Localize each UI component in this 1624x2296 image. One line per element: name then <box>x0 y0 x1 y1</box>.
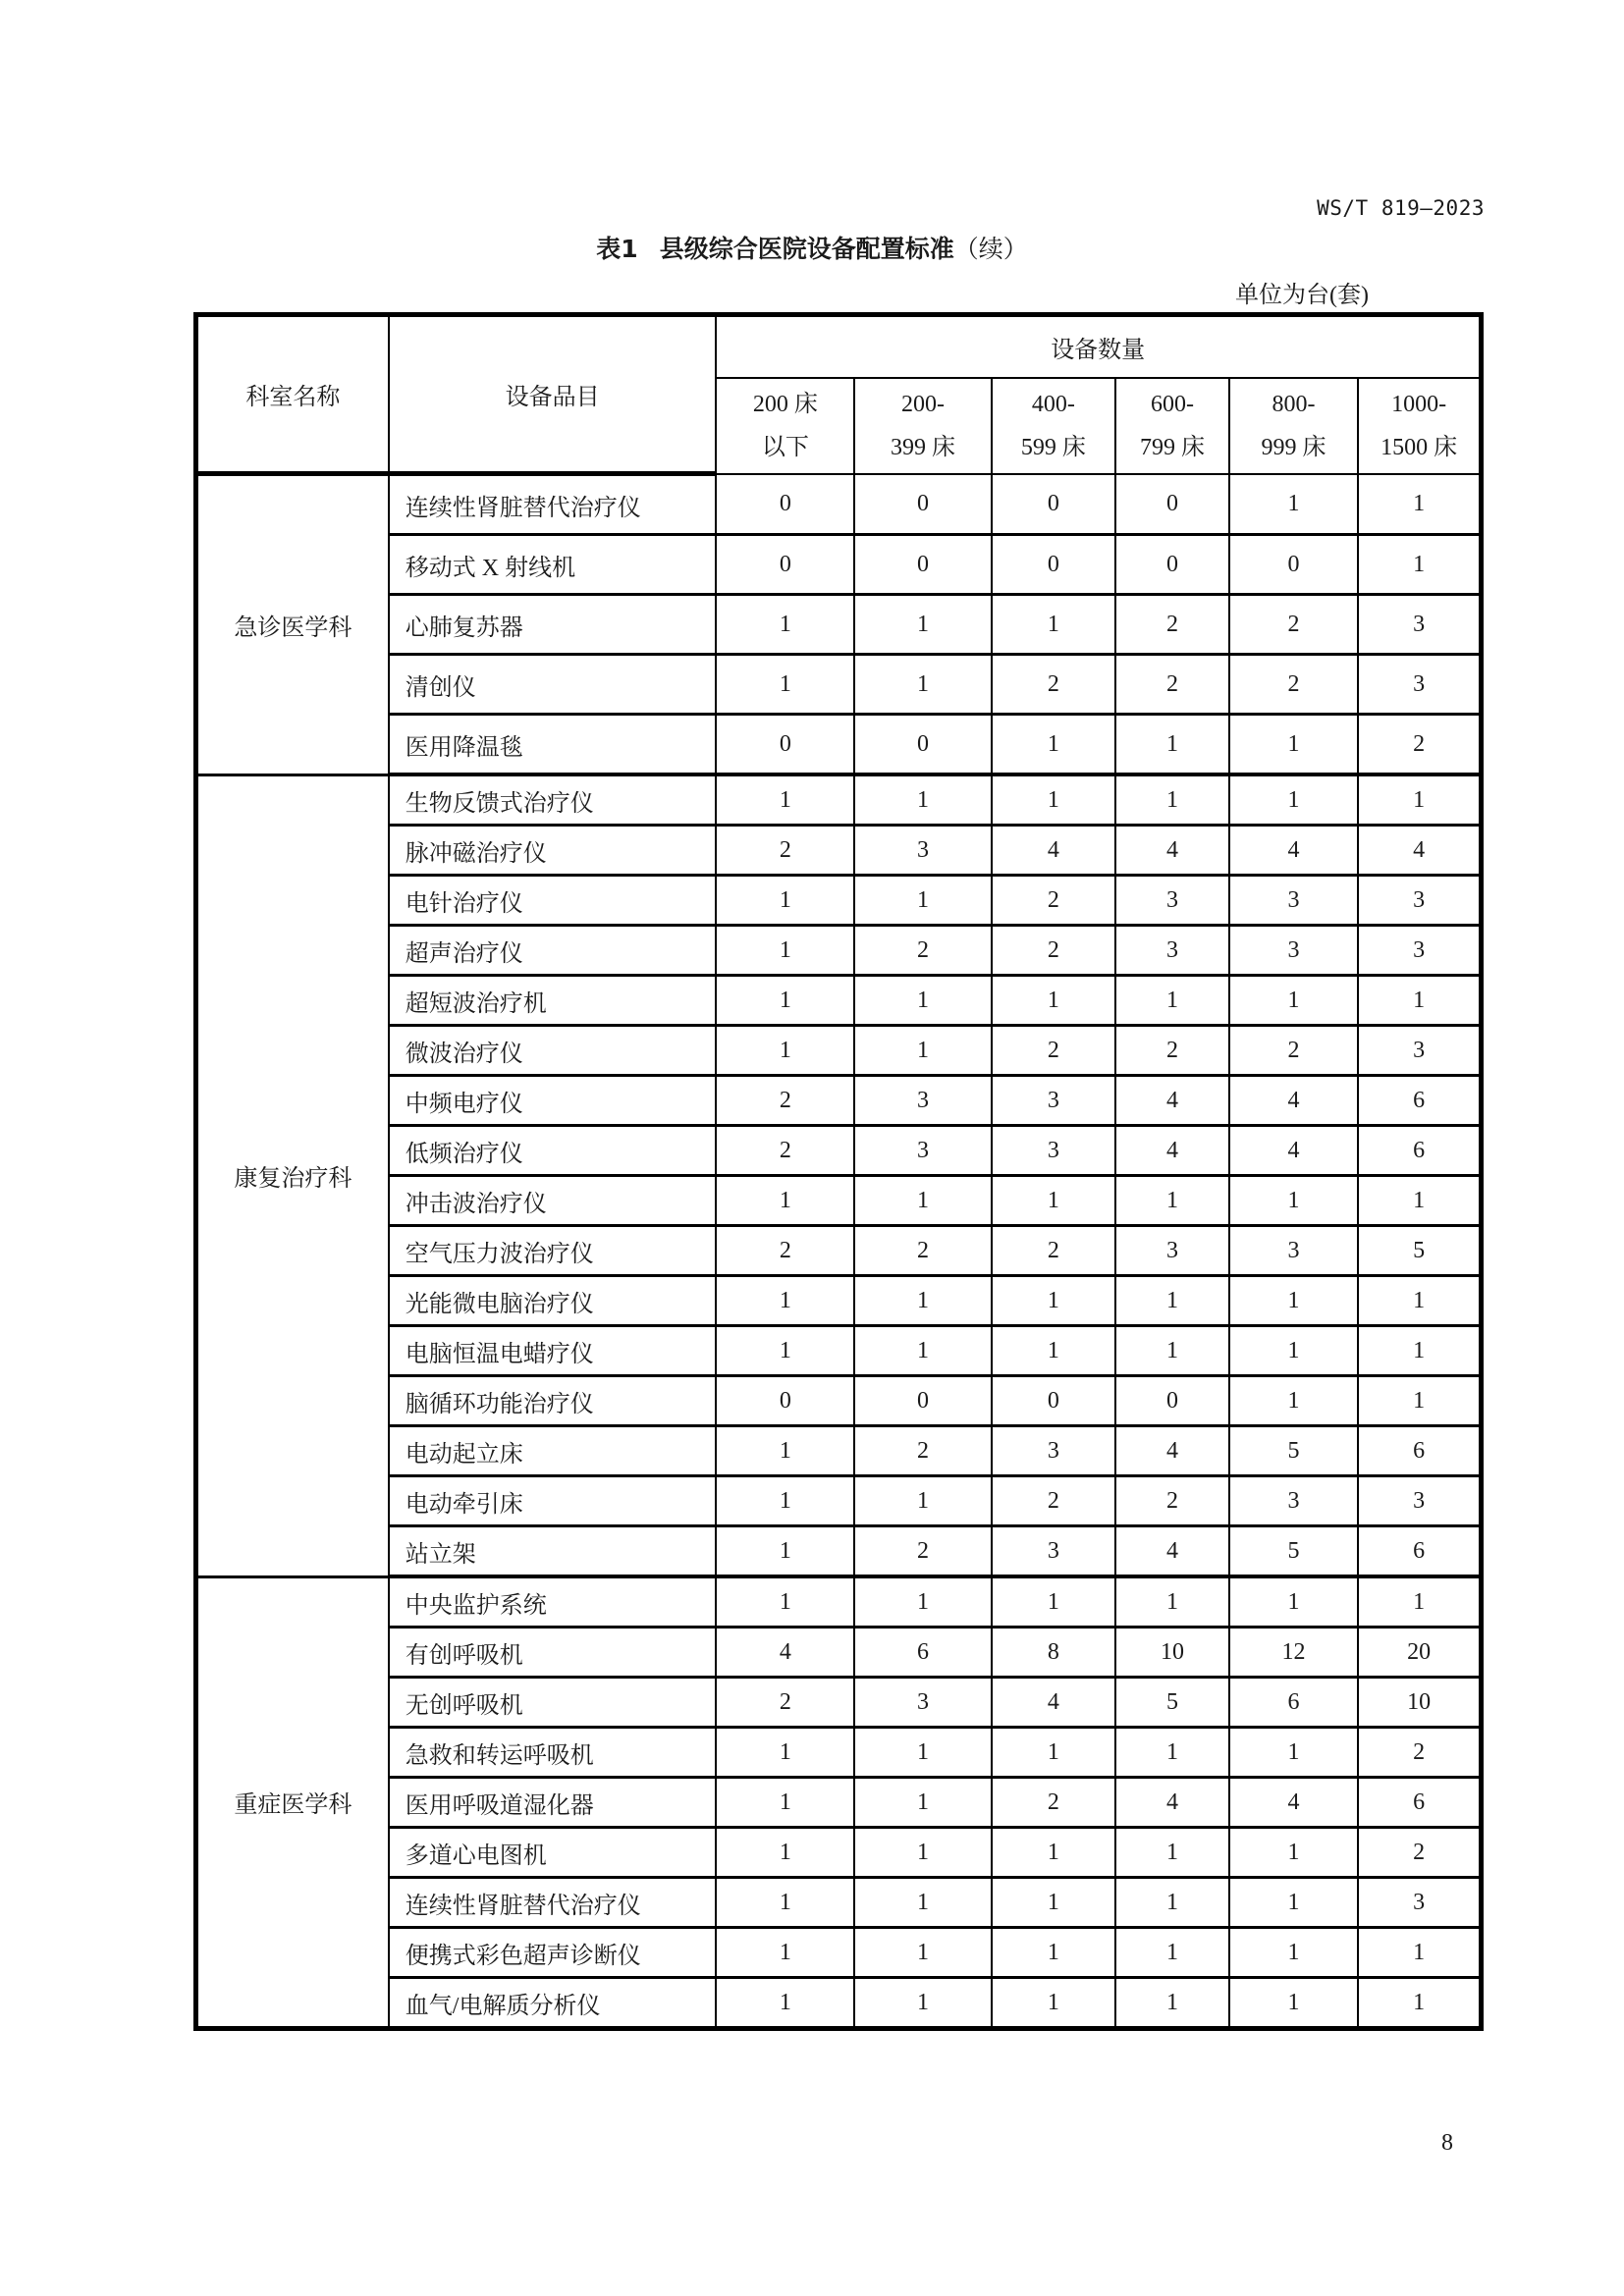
quantity-cell: 2 <box>854 1526 991 1577</box>
quantity-cell: 3 <box>1358 926 1481 976</box>
equipment-item-cell: 站立架 <box>389 1526 717 1577</box>
quantity-cell: 1 <box>854 1176 991 1226</box>
quantity-cell: 5 <box>1229 1426 1358 1476</box>
col-header-item: 设备品目 <box>389 315 717 474</box>
quantity-cell: 1 <box>1115 1576 1229 1628</box>
equipment-item-cell: 微波治疗仪 <box>389 1026 717 1076</box>
quantity-cell: 1 <box>854 1728 991 1778</box>
quantity-cell: 1 <box>1229 1978 1358 2029</box>
quantity-cell: 3 <box>854 1126 991 1176</box>
quantity-cell: 2 <box>992 926 1115 976</box>
quantity-cell: 0 <box>716 474 854 535</box>
quantity-cell: 1 <box>1229 1376 1358 1426</box>
quantity-cell: 3 <box>854 1076 991 1126</box>
quantity-cell: 1 <box>716 1276 854 1326</box>
equipment-item-cell: 电动起立床 <box>389 1426 717 1476</box>
quantity-cell: 2 <box>1115 1026 1229 1076</box>
table-continued-label: （续） <box>953 235 1028 263</box>
quantity-cell: 1 <box>854 1326 991 1376</box>
table-body <box>196 474 1482 2029</box>
table-row <box>196 826 1482 876</box>
quantity-cell: 1 <box>992 1576 1115 1628</box>
quantity-cell: 2 <box>992 1026 1115 1076</box>
quantity-cell: 1 <box>716 655 854 715</box>
quantity-cell: 1 <box>1229 1276 1358 1326</box>
quantity-cell: 2 <box>1358 1828 1481 1878</box>
quantity-cell: 1 <box>716 876 854 926</box>
equipment-item-cell: 光能微电脑治疗仪 <box>389 1276 717 1326</box>
bed-range-line2: 399 床 <box>891 434 956 460</box>
table-row <box>196 1728 1482 1778</box>
quantity-cell: 0 <box>1115 535 1229 595</box>
quantity-cell: 6 <box>1229 1678 1358 1728</box>
quantity-cell: 1 <box>854 1476 991 1526</box>
equipment-item-cell: 脉冲磁治疗仪 <box>389 826 717 876</box>
quantity-cell: 4 <box>1115 1126 1229 1176</box>
quantity-cell: 6 <box>1358 1526 1481 1577</box>
bed-range-line2: 599 床 <box>1020 434 1086 460</box>
quantity-cell: 1 <box>1115 1276 1229 1326</box>
department-cell: 重症医学科 <box>196 1576 389 2029</box>
table-row <box>196 1376 1482 1426</box>
quantity-cell: 4 <box>992 826 1115 876</box>
equipment-item-cell: 电动牵引床 <box>389 1476 717 1526</box>
quantity-cell: 1 <box>854 1576 991 1628</box>
quantity-cell: 4 <box>1115 1778 1229 1828</box>
quantity-cell: 1 <box>1115 1728 1229 1778</box>
quantity-cell: 1 <box>854 1026 991 1076</box>
quantity-cell: 3 <box>1358 876 1481 926</box>
quantity-cell: 0 <box>854 1376 991 1426</box>
quantity-cell: 1 <box>716 774 854 826</box>
quantity-cell: 0 <box>1115 1376 1229 1426</box>
department-cell: 急诊医学科 <box>196 474 389 775</box>
quantity-cell: 2 <box>1115 595 1229 655</box>
table-row <box>196 595 1482 655</box>
table-row <box>196 1526 1482 1577</box>
table-row <box>196 1126 1482 1176</box>
bed-range-line2: 999 床 <box>1261 434 1326 460</box>
equipment-item-cell: 无创呼吸机 <box>389 1678 717 1728</box>
quantity-cell: 1 <box>992 976 1115 1026</box>
quantity-cell: 4 <box>1115 1426 1229 1476</box>
equipment-item-cell: 脑循环功能治疗仪 <box>389 1376 717 1426</box>
quantity-cell: 2 <box>716 1226 854 1276</box>
quantity-cell: 4 <box>1358 826 1481 876</box>
table-row <box>196 876 1482 926</box>
quantity-cell: 2 <box>854 1426 991 1476</box>
quantity-cell: 1 <box>1358 1978 1481 2029</box>
quantity-cell: 1 <box>854 774 991 826</box>
quantity-cell: 1 <box>992 1176 1115 1226</box>
table-row <box>196 1076 1482 1126</box>
quantity-cell: 1 <box>716 1928 854 1978</box>
quantity-cell: 1 <box>992 1878 1115 1928</box>
quantity-cell: 1 <box>716 1576 854 1628</box>
quantity-cell: 3 <box>1358 1878 1481 1928</box>
quantity-cell: 3 <box>1115 1226 1229 1276</box>
quantity-cell: 20 <box>1358 1628 1481 1678</box>
quantity-cell: 1 <box>1229 1878 1358 1928</box>
bed-range-line2: 以下 <box>761 434 809 460</box>
quantity-cell: 1 <box>1115 976 1229 1026</box>
quantity-cell: 1 <box>992 1978 1115 2029</box>
quantity-cell: 4 <box>1229 1778 1358 1828</box>
quantity-cell: 0 <box>716 535 854 595</box>
equipment-item-cell: 心肺复苏器 <box>389 595 717 655</box>
table-row <box>196 1226 1482 1276</box>
equipment-item-cell: 医用降温毯 <box>389 715 717 775</box>
quantity-cell: 1 <box>1358 1176 1481 1226</box>
quantity-cell: 12 <box>1229 1628 1358 1678</box>
quantity-cell: 1 <box>1115 1978 1229 2029</box>
quantity-cell: 3 <box>992 1126 1115 1176</box>
col-header-bed-range <box>1229 378 1358 474</box>
quantity-cell: 3 <box>1229 876 1358 926</box>
quantity-cell: 1 <box>1115 1878 1229 1928</box>
quantity-cell: 1 <box>716 595 854 655</box>
quantity-cell: 1 <box>1358 1326 1481 1376</box>
quantity-cell: 6 <box>1358 1126 1481 1176</box>
quantity-cell: 4 <box>1229 1126 1358 1176</box>
quantity-cell: 3 <box>1358 1026 1481 1076</box>
quantity-cell: 3 <box>1229 1226 1358 1276</box>
quantity-cell: 1 <box>1358 1276 1481 1326</box>
quantity-cell: 0 <box>716 1376 854 1426</box>
quantity-cell: 3 <box>854 826 991 876</box>
quantity-cell: 1 <box>716 1878 854 1928</box>
quantity-cell: 1 <box>1115 1828 1229 1878</box>
quantity-cell: 1 <box>1115 715 1229 775</box>
quantity-cell: 1 <box>1229 774 1358 826</box>
table-row <box>196 1576 1482 1628</box>
table-row <box>196 1828 1482 1878</box>
table-row <box>196 1978 1482 2029</box>
quantity-cell: 1 <box>716 1326 854 1376</box>
col-header-bed-range <box>716 378 854 474</box>
table-number: 表1 <box>596 235 638 263</box>
quantity-cell: 1 <box>1229 976 1358 1026</box>
table-row <box>196 1176 1482 1226</box>
col-header-bed-range <box>854 378 991 474</box>
unit-note: 单位为台(套) <box>1235 283 1369 308</box>
table-row <box>196 926 1482 976</box>
quantity-cell: 0 <box>1115 474 1229 535</box>
quantity-cell: 1 <box>854 1828 991 1878</box>
bed-range-line1: 1000- <box>1391 391 1447 417</box>
table-row <box>196 1326 1482 1376</box>
quantity-cell: 10 <box>1358 1678 1481 1728</box>
equipment-item-cell: 生物反馈式治疗仪 <box>389 774 717 826</box>
quantity-cell: 2 <box>854 1226 991 1276</box>
quantity-cell: 10 <box>1115 1628 1229 1678</box>
quantity-cell: 1 <box>854 1878 991 1928</box>
quantity-cell: 2 <box>716 1678 854 1728</box>
table-row <box>196 655 1482 715</box>
equipment-item-cell: 多道心电图机 <box>389 1828 717 1878</box>
quantity-cell: 1 <box>854 1978 991 2029</box>
quantity-cell: 4 <box>1115 1076 1229 1126</box>
department-cell: 康复治疗科 <box>196 774 389 1576</box>
quantity-cell: 3 <box>1115 926 1229 976</box>
quantity-cell: 2 <box>1229 595 1358 655</box>
table-row <box>196 774 1482 826</box>
bed-range-line1: 600- <box>1150 391 1194 417</box>
quantity-cell: 5 <box>1229 1526 1358 1577</box>
quantity-cell: 3 <box>992 1426 1115 1476</box>
quantity-cell: 1 <box>1115 1176 1229 1226</box>
quantity-cell: 2 <box>1115 655 1229 715</box>
quantity-cell: 6 <box>1358 1426 1481 1476</box>
quantity-cell: 4 <box>1115 1526 1229 1577</box>
quantity-cell: 1 <box>854 595 991 655</box>
quantity-cell: 1 <box>1229 474 1358 535</box>
quantity-cell: 1 <box>992 595 1115 655</box>
quantity-cell: 1 <box>854 976 991 1026</box>
quantity-cell: 3 <box>1358 1476 1481 1526</box>
table-row <box>196 1928 1482 1978</box>
quantity-cell: 8 <box>992 1628 1115 1678</box>
equipment-item-cell: 便携式彩色超声诊断仪 <box>389 1928 717 1978</box>
equipment-item-cell: 清创仪 <box>389 655 717 715</box>
quantity-cell: 6 <box>1358 1778 1481 1828</box>
quantity-cell: 1 <box>716 1728 854 1778</box>
quantity-cell: 1 <box>1115 1928 1229 1978</box>
quantity-cell: 1 <box>1358 774 1481 826</box>
bed-range-line1: 200 床 <box>752 391 818 417</box>
quantity-cell: 1 <box>992 774 1115 826</box>
quantity-cell: 0 <box>854 535 991 595</box>
quantity-cell: 1 <box>1358 1376 1481 1426</box>
quantity-cell: 0 <box>716 715 854 775</box>
equipment-item-cell: 连续性肾脏替代治疗仪 <box>389 474 717 535</box>
quantity-cell: 4 <box>716 1628 854 1678</box>
equipment-item-cell: 空气压力波治疗仪 <box>389 1226 717 1276</box>
quantity-cell: 3 <box>1115 876 1229 926</box>
quantity-cell: 1 <box>1358 535 1481 595</box>
quantity-cell: 0 <box>992 1376 1115 1426</box>
quantity-cell: 6 <box>854 1628 991 1678</box>
quantity-cell: 3 <box>992 1526 1115 1577</box>
table-title <box>0 230 1624 265</box>
equipment-item-cell: 中央监护系统 <box>389 1576 717 1628</box>
table-row <box>196 535 1482 595</box>
quantity-cell: 1 <box>854 655 991 715</box>
quantity-cell: 5 <box>1115 1678 1229 1728</box>
col-header-bed-range <box>1115 378 1229 474</box>
quantity-cell: 1 <box>1229 1576 1358 1628</box>
equipment-item-cell: 低频治疗仪 <box>389 1126 717 1176</box>
quantity-cell: 2 <box>716 1076 854 1126</box>
quantity-cell: 1 <box>992 1828 1115 1878</box>
quantity-cell: 1 <box>1229 1828 1358 1878</box>
equipment-item-cell: 连续性肾脏替代治疗仪 <box>389 1878 717 1928</box>
quantity-cell: 2 <box>1358 1728 1481 1778</box>
bed-range-line1: 800- <box>1272 391 1316 417</box>
quantity-cell: 2 <box>992 1226 1115 1276</box>
quantity-cell: 4 <box>992 1678 1115 1728</box>
equipment-item-cell: 超短波治疗机 <box>389 976 717 1026</box>
quantity-cell: 3 <box>1229 1476 1358 1526</box>
table-row <box>196 474 1482 535</box>
quantity-cell: 1 <box>1229 1176 1358 1226</box>
equipment-item-cell: 急救和转运呼吸机 <box>389 1728 717 1778</box>
quantity-cell: 2 <box>1358 715 1481 775</box>
quantity-cell: 1 <box>716 926 854 976</box>
header-row <box>196 315 1482 378</box>
quantity-cell: 2 <box>992 655 1115 715</box>
quantity-cell: 1 <box>854 1778 991 1828</box>
quantity-cell: 1 <box>1229 715 1358 775</box>
quantity-cell: 2 <box>992 1778 1115 1828</box>
quantity-cell: 1 <box>1358 1576 1481 1628</box>
equipment-item-cell: 移动式 X 射线机 <box>389 535 717 595</box>
quantity-cell: 1 <box>1229 1728 1358 1778</box>
quantity-cell: 1 <box>716 1778 854 1828</box>
quantity-cell: 2 <box>716 826 854 876</box>
quantity-cell: 3 <box>1358 595 1481 655</box>
quantity-cell: 2 <box>992 1476 1115 1526</box>
quantity-cell: 1 <box>992 1326 1115 1376</box>
quantity-cell: 1 <box>992 1928 1115 1978</box>
quantity-cell: 2 <box>1115 1476 1229 1526</box>
quantity-cell: 0 <box>854 715 991 775</box>
table-row <box>196 1678 1482 1728</box>
quantity-cell: 1 <box>716 1476 854 1526</box>
equipment-item-cell: 电针治疗仪 <box>389 876 717 926</box>
quantity-cell: 1 <box>716 976 854 1026</box>
quantity-cell: 1 <box>992 1728 1115 1778</box>
quantity-cell: 6 <box>1358 1076 1481 1126</box>
table-row <box>196 1476 1482 1526</box>
col-header-bed-range <box>992 378 1115 474</box>
col-header-quantity-group: 设备数量 <box>716 315 1481 378</box>
table-row <box>196 715 1482 775</box>
quantity-cell: 1 <box>1115 1326 1229 1376</box>
equipment-item-cell: 电脑恒温电蜡疗仪 <box>389 1326 717 1376</box>
quantity-cell: 1 <box>854 1928 991 1978</box>
table-row <box>196 1878 1482 1928</box>
page-number: 8 <box>1441 2130 1453 2156</box>
quantity-cell: 1 <box>1115 774 1229 826</box>
quantity-cell: 2 <box>854 926 991 976</box>
quantity-cell: 4 <box>1115 826 1229 876</box>
quantity-cell: 2 <box>1229 655 1358 715</box>
quantity-cell: 1 <box>1358 474 1481 535</box>
table-row <box>196 976 1482 1026</box>
quantity-cell: 1 <box>854 1276 991 1326</box>
quantity-cell: 1 <box>716 1828 854 1878</box>
quantity-cell: 1 <box>992 1276 1115 1326</box>
quantity-cell: 1 <box>1229 1928 1358 1978</box>
table-row <box>196 1276 1482 1326</box>
standard-code: WS/T 819—2023 <box>1317 196 1485 220</box>
col-header-bed-range <box>1358 378 1481 474</box>
quantity-cell: 2 <box>992 876 1115 926</box>
quantity-cell: 2 <box>1229 1026 1358 1076</box>
equipment-item-cell: 医用呼吸道湿化器 <box>389 1778 717 1828</box>
equipment-item-cell: 中频电疗仪 <box>389 1076 717 1126</box>
quantity-cell: 3 <box>992 1076 1115 1126</box>
table-row <box>196 1426 1482 1476</box>
quantity-cell: 3 <box>854 1678 991 1728</box>
bed-range-line1: 200- <box>901 391 946 417</box>
equipment-item-cell: 有创呼吸机 <box>389 1628 717 1678</box>
quantity-cell: 0 <box>1229 535 1358 595</box>
quantity-cell: 1 <box>1358 976 1481 1026</box>
equipment-item-cell: 超声治疗仪 <box>389 926 717 976</box>
col-header-department: 科室名称 <box>196 315 389 474</box>
quantity-cell: 1 <box>1358 1928 1481 1978</box>
bed-range-line2: 799 床 <box>1139 434 1205 460</box>
quantity-cell: 1 <box>716 1978 854 2029</box>
equipment-table <box>193 312 1484 2031</box>
quantity-cell: 4 <box>1229 826 1358 876</box>
bed-range-line1: 400- <box>1031 391 1075 417</box>
quantity-cell: 5 <box>1358 1226 1481 1276</box>
quantity-cell: 1 <box>716 1176 854 1226</box>
quantity-cell: 1 <box>716 1526 854 1577</box>
quantity-cell: 0 <box>854 474 991 535</box>
equipment-item-cell: 冲击波治疗仪 <box>389 1176 717 1226</box>
table-row <box>196 1628 1482 1678</box>
quantity-cell: 1 <box>854 876 991 926</box>
quantity-cell: 1 <box>992 715 1115 775</box>
quantity-cell: 0 <box>992 535 1115 595</box>
quantity-cell: 2 <box>716 1126 854 1176</box>
quantity-cell: 1 <box>1229 1326 1358 1376</box>
table-row <box>196 1026 1482 1076</box>
table-title-text: 县级综合医院设备配置标准 <box>659 235 954 263</box>
quantity-cell: 3 <box>1358 655 1481 715</box>
quantity-cell: 3 <box>1229 926 1358 976</box>
quantity-cell: 1 <box>716 1426 854 1476</box>
quantity-cell: 0 <box>992 474 1115 535</box>
table-row <box>196 1778 1482 1828</box>
quantity-cell: 4 <box>1229 1076 1358 1126</box>
bed-range-line2: 1500 床 <box>1380 434 1458 460</box>
equipment-item-cell: 血气/电解质分析仪 <box>389 1978 717 2029</box>
quantity-cell: 1 <box>716 1026 854 1076</box>
